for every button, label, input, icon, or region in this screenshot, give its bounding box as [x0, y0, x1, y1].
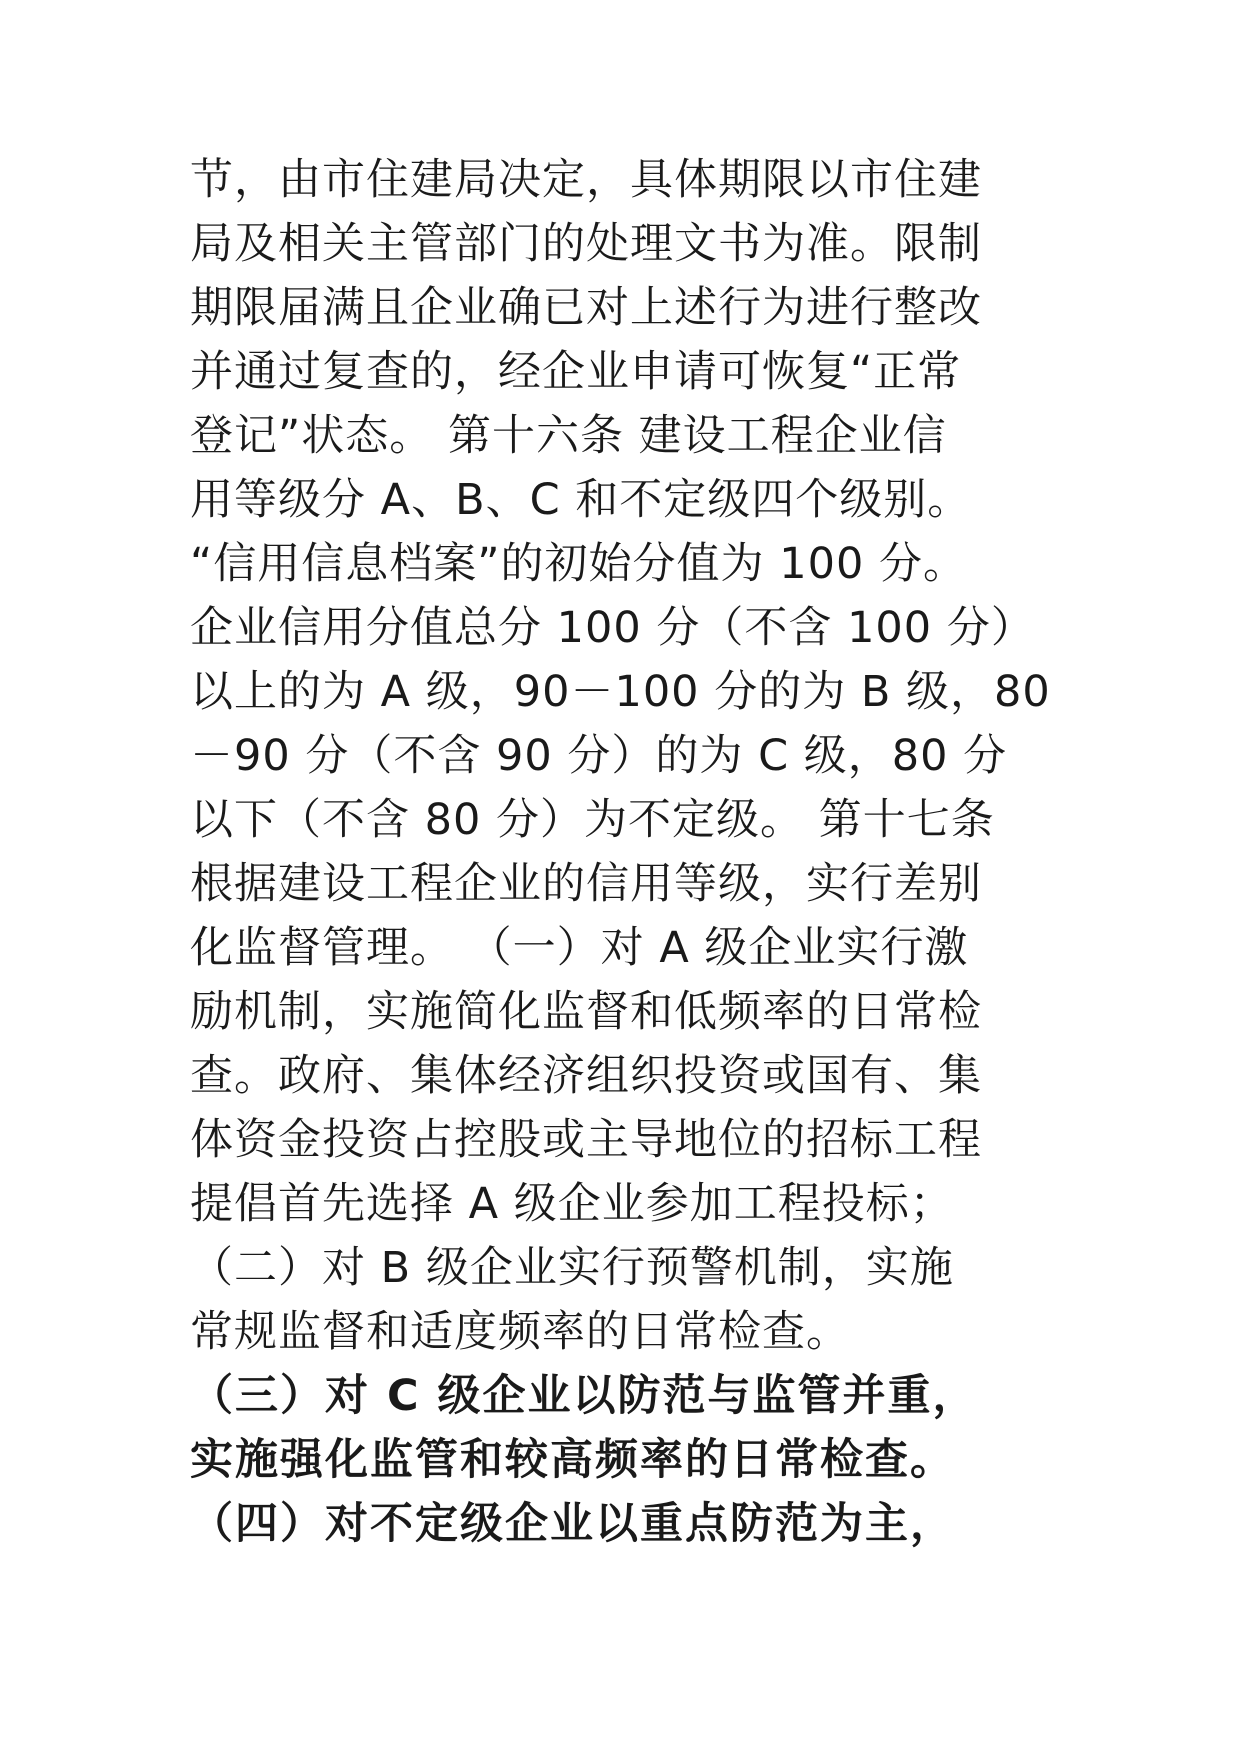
text-line-4: 并通过复查的，经企业申请可恢复“正常 [190, 347, 962, 397]
text-line-7: “信用信息档案”的初始分值为 100 分。 [190, 539, 967, 589]
text-line-11: 以下（不含 80 分）为不定级。 第十七条 [190, 795, 995, 845]
text-line-16: 体资金投资占控股或主导地位的招标工程 [190, 1115, 982, 1165]
text-line-12: 根据建设工程企业的信用等级，实行差别 [190, 859, 982, 909]
text-line-15: 查。政府、集体经济组织投资或国有、集 [190, 1051, 982, 1101]
text-line-5: 登记”状态。 第十六条 建设工程企业信 [190, 411, 947, 461]
text-line-13: 化监督管理。 （一）对 A 级企业实行激 [190, 923, 969, 973]
text-line-6: 用等级分 A、B、C 和不定级四个级别。 [190, 475, 972, 525]
text-line-14: 励机制，实施简化监督和低频率的日常检 [190, 987, 982, 1037]
text-line-2: 局及相关主管部门的处理文书为准。限制 [190, 219, 982, 269]
text-line-3: 期限届满且企业确已对上述行为进行整改 [190, 283, 982, 333]
text-line-20: （三）对 C 级企业以防范与监管并重， [190, 1371, 978, 1421]
text-line-22: （四）对不定级企业以重点防范为主， [190, 1499, 955, 1549]
text-line-8: 企业信用分值总分 100 分（不含 100 分） [190, 603, 1035, 653]
text-line-19: 常规监督和适度频率的日常检查。 [190, 1307, 850, 1357]
document-body [190, 148, 1090, 1556]
text-line-18: （二）对 B 级企业实行预警机制，实施 [190, 1243, 954, 1293]
text-line-17: 提倡首先选择 A 级企业参加工程投标； [190, 1179, 954, 1229]
text-line-9: 以上的为 A 级，90－100 分的为 B 级，80 [190, 667, 1051, 717]
text-line-21: 实施强化监管和较高频率的日常检查。 [190, 1435, 955, 1485]
text-line-1: 节，由市住建局决定，具体期限以市住建 [190, 155, 982, 205]
text-line-10: －90 分（不含 90 分）的为 C 级，80 分 [190, 731, 1008, 781]
